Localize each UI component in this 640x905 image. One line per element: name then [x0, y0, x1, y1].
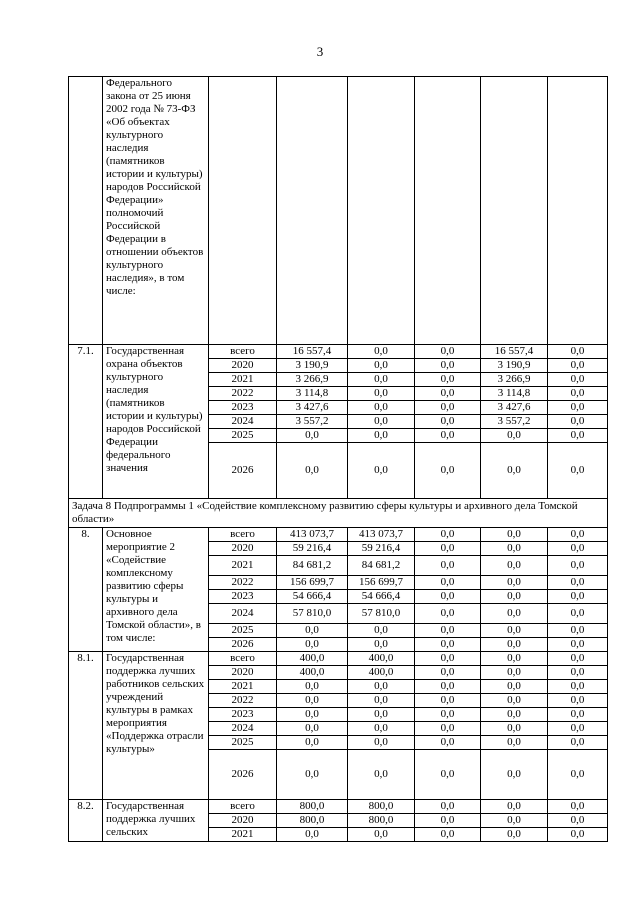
- value-cell: 3 190,9: [277, 359, 348, 373]
- task-title: Задача 8 Подпрограммы 1 «Содействие комплексному развитию сферы культуры и архивного дела Томской области»: [69, 499, 608, 528]
- value-cell: 0,0: [481, 590, 548, 604]
- value-cell: 0,0: [277, 624, 348, 638]
- value-cell: 0,0: [348, 359, 415, 373]
- value-cell: 0,0: [415, 556, 481, 576]
- value-cell: 0,0: [548, 443, 608, 499]
- value-cell: [481, 77, 548, 345]
- value-cell: 16 557,4: [481, 345, 548, 359]
- value-cell: 800,0: [348, 814, 415, 828]
- value-cell: [548, 77, 608, 345]
- value-cell: [348, 77, 415, 345]
- value-cell: 0,0: [348, 708, 415, 722]
- year-cell: 2025: [209, 429, 277, 443]
- value-cell: 0,0: [548, 576, 608, 590]
- value-cell: 0,0: [548, 750, 608, 800]
- value-cell: 0,0: [548, 556, 608, 576]
- value-cell: 0,0: [481, 680, 548, 694]
- value-cell: 0,0: [277, 429, 348, 443]
- year-cell: 2026: [209, 638, 277, 652]
- year-cell: 2022: [209, 694, 277, 708]
- value-cell: 400,0: [277, 652, 348, 666]
- value-cell: 0,0: [415, 800, 481, 814]
- value-cell: 0,0: [348, 401, 415, 415]
- table-row: [69, 652, 608, 666]
- value-cell: 0,0: [348, 828, 415, 842]
- value-cell: 400,0: [348, 666, 415, 680]
- value-cell: 0,0: [481, 443, 548, 499]
- value-cell: 0,0: [277, 750, 348, 800]
- year-cell: 2020: [209, 666, 277, 680]
- year-cell: 2022: [209, 576, 277, 590]
- value-cell: 0,0: [415, 828, 481, 842]
- value-cell: 156 699,7: [348, 576, 415, 590]
- value-cell: 0,0: [548, 542, 608, 556]
- value-cell: 0,0: [481, 604, 548, 624]
- value-cell: 0,0: [548, 680, 608, 694]
- value-cell: 0,0: [481, 800, 548, 814]
- value-cell: 0,0: [415, 604, 481, 624]
- row-number-cell: 7.1.: [69, 345, 103, 499]
- year-cell: 2020: [209, 542, 277, 556]
- value-cell: 413 073,7: [348, 528, 415, 542]
- value-cell: 0,0: [548, 590, 608, 604]
- year-cell: 2023: [209, 708, 277, 722]
- year-cell: 2025: [209, 736, 277, 750]
- value-cell: 0,0: [415, 750, 481, 800]
- value-cell: 0,0: [415, 415, 481, 429]
- value-cell: 3 114,8: [481, 387, 548, 401]
- value-cell: 0,0: [415, 736, 481, 750]
- value-cell: 0,0: [348, 415, 415, 429]
- value-cell: 0,0: [348, 443, 415, 499]
- value-cell: 0,0: [548, 694, 608, 708]
- value-cell: 0,0: [481, 666, 548, 680]
- value-cell: 0,0: [481, 638, 548, 652]
- value-cell: 0,0: [348, 680, 415, 694]
- value-cell: 84 681,2: [348, 556, 415, 576]
- value-cell: 400,0: [277, 666, 348, 680]
- event-name-cell: Государственная поддержка лучших сельских: [103, 800, 209, 842]
- value-cell: 0,0: [348, 736, 415, 750]
- value-cell: 3 190,9: [481, 359, 548, 373]
- value-cell: 0,0: [481, 576, 548, 590]
- value-cell: 0,0: [348, 722, 415, 736]
- value-cell: 0,0: [415, 387, 481, 401]
- value-cell: 0,0: [348, 345, 415, 359]
- table-row: [69, 800, 608, 814]
- value-cell: 0,0: [481, 542, 548, 556]
- value-cell: 0,0: [415, 542, 481, 556]
- value-cell: 0,0: [348, 624, 415, 638]
- value-cell: 0,0: [415, 652, 481, 666]
- budget-table: [68, 76, 608, 842]
- table-row: [69, 528, 608, 542]
- year-cell: 2023: [209, 590, 277, 604]
- row-number-cell: 8.1.: [69, 652, 103, 800]
- value-cell: 800,0: [277, 814, 348, 828]
- value-cell: 0,0: [548, 345, 608, 359]
- event-name-cell: Федерального закона от 25 июня 2002 года № 73-ФЗ «Об объектах культурного наследия (памятников истории и культуры) народов Российской Федерации» полномочий Российской Федерации в отношении объектов культурного наследия», в том числе:: [103, 77, 209, 345]
- value-cell: 0,0: [415, 401, 481, 415]
- row-number-cell: [69, 77, 103, 345]
- value-cell: 0,0: [415, 373, 481, 387]
- year-cell: всего: [209, 528, 277, 542]
- row-number-cell: 8.: [69, 528, 103, 652]
- table-row: [69, 77, 608, 345]
- year-cell: 2020: [209, 359, 277, 373]
- year-cell: всего: [209, 800, 277, 814]
- value-cell: 59 216,4: [277, 542, 348, 556]
- value-cell: 0,0: [277, 736, 348, 750]
- value-cell: 0,0: [481, 694, 548, 708]
- value-cell: 3 266,9: [277, 373, 348, 387]
- value-cell: 0,0: [548, 814, 608, 828]
- value-cell: 16 557,4: [277, 345, 348, 359]
- year-cell: 2021: [209, 680, 277, 694]
- event-name-cell: Основное мероприятие 2 «Содействие комплексному развитию сферы культуры и архивного дела Томской области», в том числе:: [103, 528, 209, 652]
- value-cell: 0,0: [548, 401, 608, 415]
- value-cell: 0,0: [548, 652, 608, 666]
- year-cell: 2026: [209, 443, 277, 499]
- value-cell: 0,0: [415, 624, 481, 638]
- value-cell: 0,0: [481, 652, 548, 666]
- year-cell: 2021: [209, 556, 277, 576]
- table-body: [69, 77, 608, 842]
- value-cell: 0,0: [415, 722, 481, 736]
- year-cell: 2022: [209, 387, 277, 401]
- value-cell: 0,0: [348, 694, 415, 708]
- year-cell: всего: [209, 652, 277, 666]
- value-cell: 0,0: [415, 814, 481, 828]
- value-cell: 0,0: [481, 736, 548, 750]
- value-cell: 0,0: [348, 638, 415, 652]
- value-cell: 0,0: [415, 429, 481, 443]
- value-cell: 0,0: [415, 359, 481, 373]
- value-cell: 0,0: [548, 387, 608, 401]
- year-cell: 2023: [209, 401, 277, 415]
- value-cell: 0,0: [548, 359, 608, 373]
- value-cell: 0,0: [548, 429, 608, 443]
- event-name-cell: Государственная поддержка лучших работников сельских учреждений культуры в рамках мероприятия «Поддержка отрасли культуры»: [103, 652, 209, 800]
- value-cell: 0,0: [415, 576, 481, 590]
- year-cell: [209, 77, 277, 345]
- value-cell: 0,0: [548, 528, 608, 542]
- year-cell: 2026: [209, 750, 277, 800]
- value-cell: 0,0: [277, 443, 348, 499]
- value-cell: 0,0: [481, 708, 548, 722]
- value-cell: 54 666,4: [277, 590, 348, 604]
- value-cell: 800,0: [277, 800, 348, 814]
- value-cell: 0,0: [548, 722, 608, 736]
- task-row: [69, 499, 608, 528]
- value-cell: 0,0: [481, 528, 548, 542]
- value-cell: 0,0: [277, 694, 348, 708]
- value-cell: 0,0: [348, 750, 415, 800]
- value-cell: 0,0: [481, 624, 548, 638]
- year-cell: 2024: [209, 415, 277, 429]
- value-cell: 57 810,0: [277, 604, 348, 624]
- event-name-cell: Государственная охрана объектов культурного наследия (памятников истории и культуры) народов Российской Федерации федерального значения: [103, 345, 209, 499]
- value-cell: 0,0: [548, 828, 608, 842]
- value-cell: 156 699,7: [277, 576, 348, 590]
- value-cell: [415, 77, 481, 345]
- value-cell: 0,0: [548, 736, 608, 750]
- value-cell: 0,0: [415, 443, 481, 499]
- value-cell: 0,0: [277, 722, 348, 736]
- value-cell: 3 557,2: [481, 415, 548, 429]
- value-cell: 0,0: [548, 373, 608, 387]
- value-cell: 0,0: [481, 828, 548, 842]
- value-cell: 0,0: [348, 429, 415, 443]
- value-cell: 400,0: [348, 652, 415, 666]
- value-cell: 0,0: [548, 638, 608, 652]
- table-row: [69, 345, 608, 359]
- value-cell: 0,0: [415, 638, 481, 652]
- value-cell: 0,0: [277, 828, 348, 842]
- value-cell: [277, 77, 348, 345]
- value-cell: 0,0: [548, 415, 608, 429]
- value-cell: 0,0: [348, 387, 415, 401]
- value-cell: 0,0: [348, 373, 415, 387]
- value-cell: 0,0: [415, 680, 481, 694]
- value-cell: 800,0: [348, 800, 415, 814]
- value-cell: 0,0: [548, 666, 608, 680]
- value-cell: 0,0: [415, 694, 481, 708]
- value-cell: 3 427,6: [277, 401, 348, 415]
- value-cell: 0,0: [277, 680, 348, 694]
- value-cell: 0,0: [277, 708, 348, 722]
- value-cell: 0,0: [548, 800, 608, 814]
- year-cell: 2024: [209, 722, 277, 736]
- value-cell: 59 216,4: [348, 542, 415, 556]
- value-cell: 0,0: [481, 750, 548, 800]
- year-cell: 2024: [209, 604, 277, 624]
- value-cell: 0,0: [415, 345, 481, 359]
- value-cell: 0,0: [415, 528, 481, 542]
- page-number: 3: [316, 44, 324, 59]
- value-cell: 0,0: [415, 708, 481, 722]
- year-cell: всего: [209, 345, 277, 359]
- value-cell: 3 427,6: [481, 401, 548, 415]
- value-cell: 0,0: [277, 638, 348, 652]
- year-cell: 2020: [209, 814, 277, 828]
- value-cell: 3 557,2: [277, 415, 348, 429]
- value-cell: 0,0: [481, 429, 548, 443]
- value-cell: 0,0: [481, 814, 548, 828]
- value-cell: 3 114,8: [277, 387, 348, 401]
- year-cell: 2021: [209, 373, 277, 387]
- value-cell: 84 681,2: [277, 556, 348, 576]
- value-cell: 0,0: [415, 666, 481, 680]
- value-cell: 0,0: [481, 556, 548, 576]
- value-cell: 0,0: [548, 604, 608, 624]
- year-cell: 2021: [209, 828, 277, 842]
- value-cell: 54 666,4: [348, 590, 415, 604]
- value-cell: 0,0: [415, 590, 481, 604]
- value-cell: 0,0: [548, 708, 608, 722]
- row-number-cell: 8.2.: [69, 800, 103, 842]
- value-cell: 57 810,0: [348, 604, 415, 624]
- value-cell: 413 073,7: [277, 528, 348, 542]
- year-cell: 2025: [209, 624, 277, 638]
- value-cell: 3 266,9: [481, 373, 548, 387]
- value-cell: 0,0: [481, 722, 548, 736]
- value-cell: 0,0: [548, 624, 608, 638]
